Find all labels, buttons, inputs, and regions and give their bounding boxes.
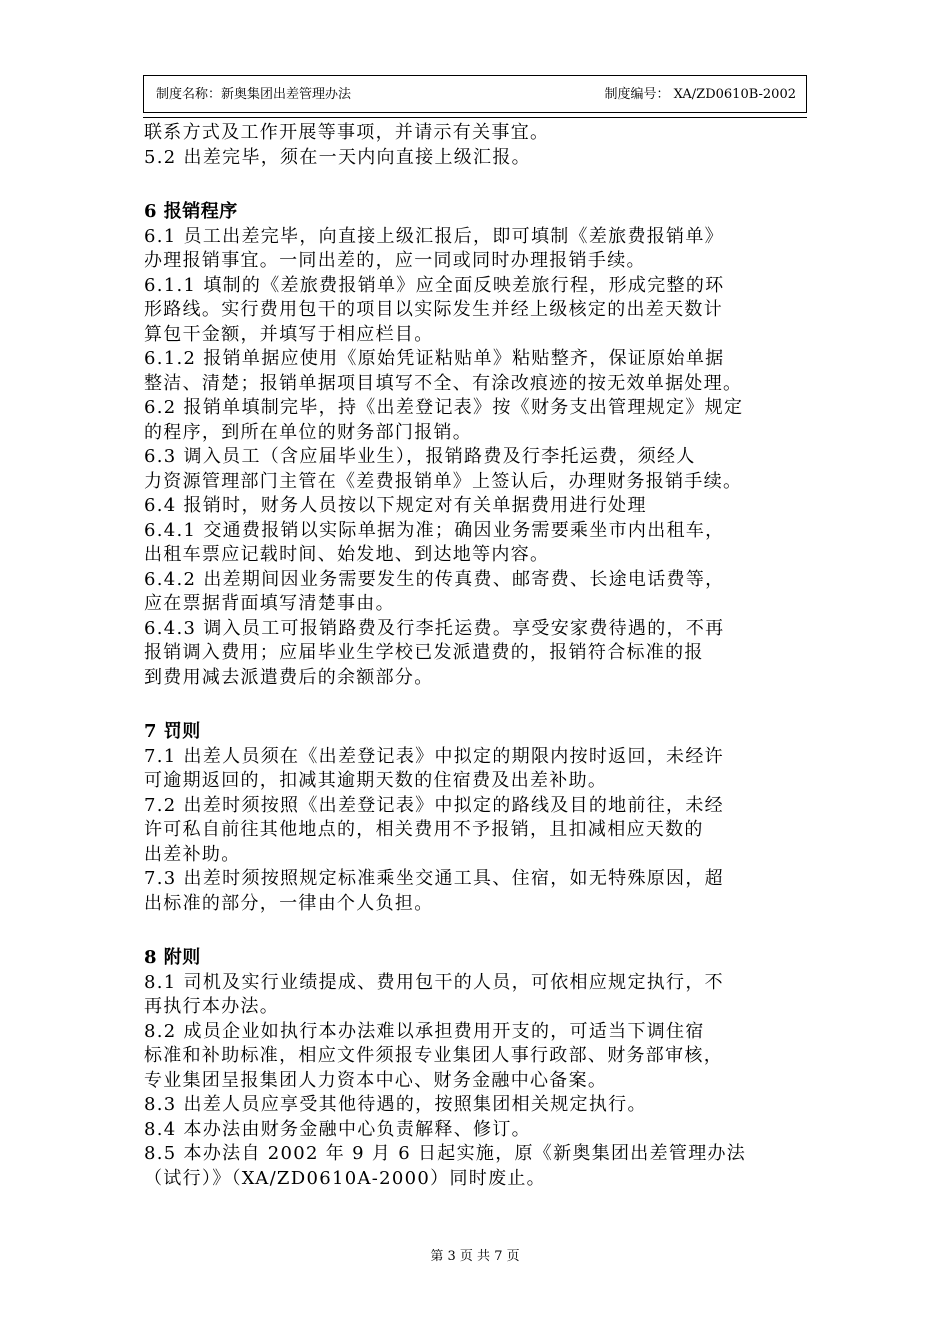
paragraph: 办理报销事宜。一同出差的，应一同或同时办理报销手续。 — [144, 250, 646, 271]
page-number: 第 3 页 共 7 页 — [430, 1249, 520, 1264]
paragraph: 6.1.2 报销单据应使用《原始凭证粘贴单》粘贴整齐，保证原始单据 — [144, 348, 725, 369]
paragraph: 应在票据背面填写清楚事由。 — [144, 593, 395, 614]
paragraph: 6.1 员工出差完毕，向直接上级汇报后，即可填制《差旅费报销单》 — [144, 225, 724, 247]
paragraph: 6.4 报销时，财务人员按以下规定对有关单据费用进行处理 — [144, 495, 647, 516]
paragraph: 8.1 司机及实行业绩提成、费用包干的人员，可依相应规定执行，不 — [144, 971, 724, 993]
section-heading-8: 8 附则 — [144, 947, 201, 968]
section-heading-6: 6 报销程序 — [144, 201, 238, 222]
document-code: 制度编号： XA/ZD0610B-2002 — [604, 87, 796, 102]
document-name: 制度名称：新奥集团出差管理办法 — [156, 87, 352, 102]
paragraph: 6.2 报销单填制完毕，持《出差登记表》按《财务支出管理规定》规定 — [144, 397, 744, 418]
header-rule — [143, 117, 807, 118]
paragraph: 6.3 调入员工（含应届毕业生），报销路费及行李托运费，须经人 — [144, 446, 696, 467]
paragraph: 到费用减去派遣费后的余额部分。 — [144, 666, 434, 688]
section-heading-7: 7 罚则 — [144, 721, 201, 742]
paragraph: 6.1.1 填制的《差旅费报销单》应全面反映差旅行程，形成完整的环 — [144, 274, 725, 296]
paragraph: 的程序，到所在单位的财务部门报销。 — [144, 421, 473, 443]
document-body — [144, 121, 810, 1191]
paragraph: 出租车票应记载时间、始发地、到达地等内容。 — [144, 544, 550, 565]
paragraph: 力资源管理部门主管在《差费报销单》上签认后，办理财务报销手续。 — [144, 470, 743, 492]
paragraph: 出标准的部分，一律由个人负担。 — [144, 892, 434, 914]
paragraph: 整洁、清楚；报销单据项目填写不全、有涂改痕迹的按无效单据处理。 — [144, 372, 743, 394]
paragraph: 8.2 成员企业如执行本办法难以承担费用开支的，可适当下调住宿 — [144, 1020, 705, 1042]
paragraph: 8.4 本办法由财务金融中心负责解释、修订。 — [144, 1118, 531, 1140]
paragraph: 6.4.1 交通费报销以实际单据为准；确因业务需要乘坐市内出租车， — [144, 519, 725, 541]
paragraph: 报销调入费用；应届毕业生学校已发派遣费的，报销符合标准的报 — [144, 642, 704, 663]
paragraph: 7.1 出差人员须在《出差登记表》中拟定的期限内按时返回，未经许 — [144, 745, 724, 767]
paragraph: 许可私自前往其他地点的，相关费用不予报销，且扣减相应天数的 — [144, 819, 704, 840]
paragraph: 5.2 出差完毕，须在一天内向直接上级汇报。 — [144, 146, 531, 168]
paragraph: 算包干金额，并填写于相应栏目。 — [144, 323, 434, 345]
paragraph: 7.2 出差时须按照《出差登记表》中拟定的路线及目的地前往，未经 — [144, 794, 724, 816]
paragraph: 7.3 出差时须按照规定标准乘坐交通工具、住宿，如无特殊原因，超 — [144, 868, 724, 889]
paragraph: 6.4.2 出差期间因业务需要发生的传真费、邮寄费、长途电话费等， — [144, 568, 725, 590]
page-header — [143, 75, 807, 113]
paragraph: 联系方式及工作开展等事项，并请示有关事宜。 — [144, 122, 550, 143]
paragraph: 出差补助。 — [144, 843, 241, 865]
paragraph: 专业集团呈报集团人力资本中心、财务金融中心备案。 — [144, 1069, 608, 1091]
paragraph: 可逾期返回的，扣减其逾期天数的住宿费及出差补助。 — [144, 770, 608, 791]
paragraph: （试行）》（XA/ZD0610A-2000）同时废止。 — [144, 1167, 546, 1189]
paragraph: 标准和补助标准，相应文件须报专业集团人事行政部、财务部审核， — [144, 1045, 723, 1066]
paragraph: 再执行本办法。 — [144, 996, 280, 1017]
paragraph: 8.3 出差人员应享受其他待遇的，按照集团相关规定执行。 — [144, 1094, 647, 1115]
paragraph: 8.5 本办法自 2002 年 9 月 6 日起实施，原《新奥集团出差管理办法 — [144, 1143, 747, 1164]
paragraph: 形路线。实行费用包干的项目以实际发生并经上级核定的出差天数计 — [144, 299, 723, 320]
paragraph: 6.4.3 调入员工可报销路费及行李托运费。享受安家费待遇的，不再 — [144, 617, 725, 639]
